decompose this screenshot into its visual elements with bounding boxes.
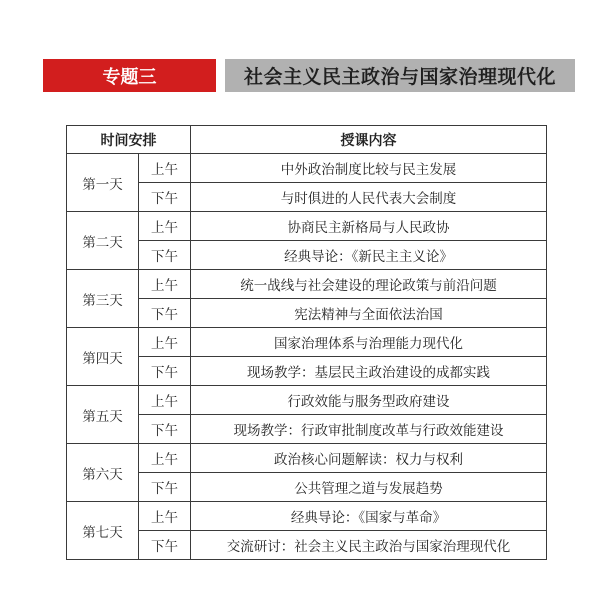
- schedule-table: [66, 125, 547, 560]
- content-cell: 行政效能与服务型政府建设: [191, 386, 547, 415]
- content-cell: 宪法精神与全面依法治国: [191, 299, 547, 328]
- table-row: [67, 357, 547, 386]
- table-row: [67, 415, 547, 444]
- content-cell: 中外政治制度比较与民主发展: [191, 154, 547, 183]
- table-row: [67, 502, 547, 531]
- slot-cell: 下午: [139, 183, 191, 212]
- content-cell: 经典导论：《国家与革命》: [191, 502, 547, 531]
- table-row: [67, 328, 547, 357]
- topic-tag: 专题三: [43, 59, 216, 92]
- content-cell: 经典导论：《新民主主义论》: [191, 241, 547, 270]
- day-cell: 第一天: [67, 154, 139, 212]
- slot-cell: 上午: [139, 328, 191, 357]
- table-row: [67, 444, 547, 473]
- content-cell: 交流研讨：社会主义民主政治与国家治理现代化: [191, 531, 547, 560]
- table-row: [67, 299, 547, 328]
- day-cell: 第五天: [67, 386, 139, 444]
- content-cell: 公共管理之道与发展趋势: [191, 473, 547, 502]
- table-header-row: [67, 126, 547, 154]
- table-row: [67, 531, 547, 560]
- header-content: 授课内容: [191, 126, 547, 154]
- table-row: [67, 473, 547, 502]
- slot-cell: 下午: [139, 415, 191, 444]
- header-time: 时间安排: [67, 126, 191, 154]
- slot-cell: 下午: [139, 241, 191, 270]
- topic-title: 社会主义民主政治与国家治理现代化: [225, 59, 575, 92]
- table-row: [67, 386, 547, 415]
- slot-cell: 下午: [139, 357, 191, 386]
- content-cell: 现场教学：基层民主政治建设的成都实践: [191, 357, 547, 386]
- day-cell: 第二天: [67, 212, 139, 270]
- table-row: [67, 241, 547, 270]
- content-cell: 现场教学：行政审批制度改革与行政效能建设: [191, 415, 547, 444]
- content-cell: 统一战线与社会建设的理论政策与前沿问题: [191, 270, 547, 299]
- content-cell: 国家治理体系与治理能力现代化: [191, 328, 547, 357]
- slot-cell: 上午: [139, 154, 191, 183]
- slot-cell: 上午: [139, 386, 191, 415]
- table-row: [67, 270, 547, 299]
- day-cell: 第三天: [67, 270, 139, 328]
- content-cell: 与时俱进的人民代表大会制度: [191, 183, 547, 212]
- slot-cell: 下午: [139, 299, 191, 328]
- slot-cell: 下午: [139, 473, 191, 502]
- day-cell: 第六天: [67, 444, 139, 502]
- day-cell: 第七天: [67, 502, 139, 560]
- day-cell: 第四天: [67, 328, 139, 386]
- table-row: [67, 154, 547, 183]
- content-cell: 政治核心问题解读：权力与权利: [191, 444, 547, 473]
- table-row: [67, 183, 547, 212]
- slot-cell: 下午: [139, 531, 191, 560]
- slot-cell: 上午: [139, 444, 191, 473]
- slot-cell: 上午: [139, 212, 191, 241]
- slot-cell: 上午: [139, 502, 191, 531]
- slot-cell: 上午: [139, 270, 191, 299]
- table-row: [67, 212, 547, 241]
- content-cell: 协商民主新格局与人民政协: [191, 212, 547, 241]
